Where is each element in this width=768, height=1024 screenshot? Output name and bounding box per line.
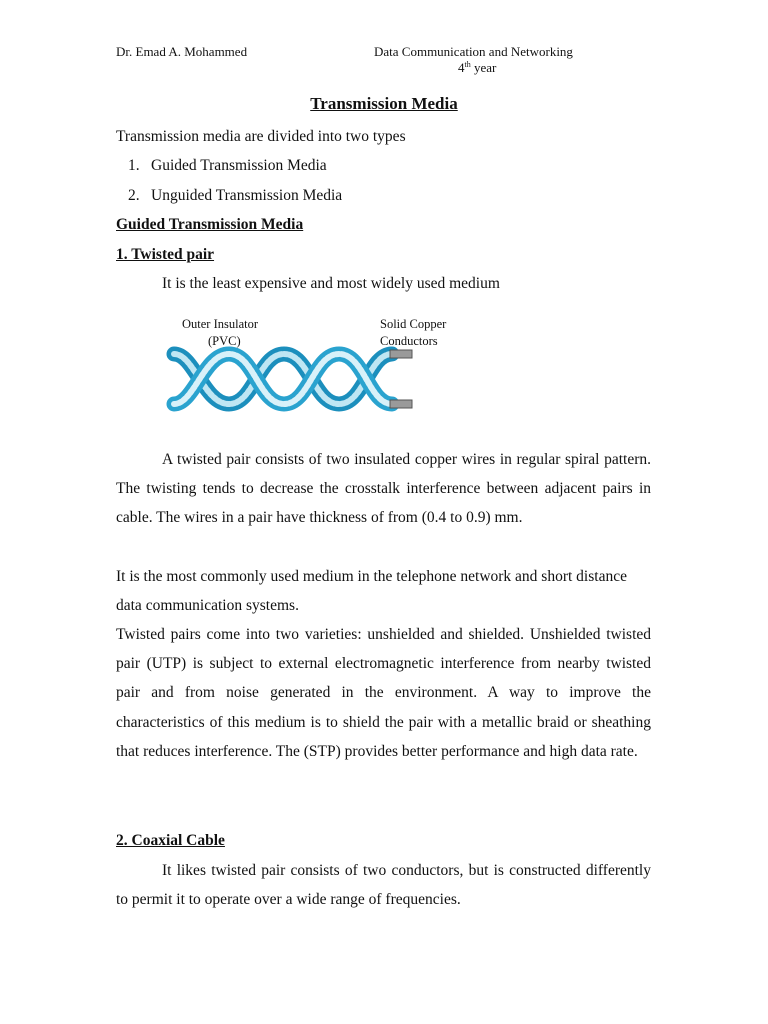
paragraph-text: It likes twisted pair consists of two conductors, but is constructed differently to permit it to operate over a wide range of frequencies. — [116, 862, 651, 909]
twisted-pair-lead: It is the least expensive and most widely used medium — [162, 275, 500, 292]
header-author: Dr. Emad A. Mohammed — [116, 44, 248, 59]
figure-label-insulator-sub: (PVC) — [208, 334, 241, 348]
list-item-number: 2. — [128, 187, 140, 204]
figure-label-copper: Solid Copper — [380, 317, 447, 331]
twisted-pair-figure — [164, 314, 447, 418]
paragraph-text: Twisted pairs come into two varieties: unshielded and shielded. Unshielded twisted pair (UTP) is subject to external electromagnetic interference from nearby twisted pair and from noise generated in the environment. A way to improve the characteristics of this medium is to shield the pair with a metallic braid or sheathing that reduces interference. The (STP) provides better performance and high data rate. — [116, 626, 651, 760]
paragraph-text: It is the most commonly used medium in the telephone network and short distance data communication systems. — [116, 568, 627, 615]
figure-label-insulator: Outer Insulator — [182, 317, 259, 331]
header-year-number: 4 — [458, 60, 465, 75]
list-item-label: Unguided Transmission Media — [151, 187, 343, 204]
header-year-word: year — [470, 60, 497, 75]
conductor-top — [390, 350, 412, 358]
page-title: Transmission Media — [310, 94, 458, 113]
paragraph — [116, 620, 651, 766]
header-course: Data Communication and Networking — [374, 44, 573, 59]
header-year — [458, 60, 496, 76]
header-year-suffix: th — [464, 60, 471, 69]
paragraph-text: A twisted pair consists of two insulated copper wires in regular spiral pattern. The twisting tends to decrease the crosstalk interference between adjacent pairs in cable. The wires in a pair have thickness of from (0.4 to 0.9) mm. — [116, 451, 651, 527]
paragraph — [116, 856, 651, 914]
list-item-number: 1. — [128, 157, 140, 174]
list-item — [128, 156, 327, 176]
paragraph — [116, 562, 651, 620]
intro-text: Transmission media are divided into two types — [116, 128, 406, 145]
paragraph — [116, 445, 651, 533]
figure-label-copper-sub: Conductors — [380, 334, 438, 348]
list-item — [128, 186, 342, 206]
section-heading-guided: Guided Transmission Media — [116, 216, 304, 233]
conductor-bottom — [390, 400, 412, 408]
list-item-label: Guided Transmission Media — [151, 157, 327, 174]
section-heading-coaxial: 2. Coaxial Cable — [116, 832, 225, 849]
section-heading-twisted-pair: 1. Twisted pair — [116, 246, 215, 263]
